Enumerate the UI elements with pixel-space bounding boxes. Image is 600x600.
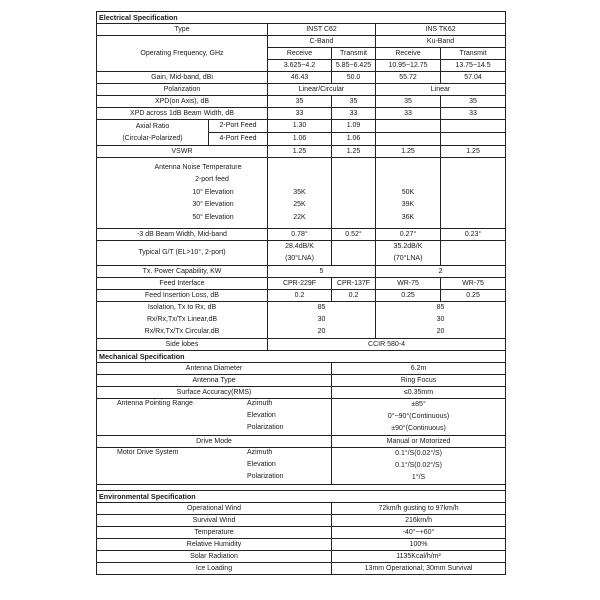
feed-interface-value: CPR-137F xyxy=(332,278,376,290)
pointing-az-value: ±85° xyxy=(411,401,426,408)
electrical-header-row xyxy=(97,12,506,24)
noise-ku-cell xyxy=(376,158,441,229)
env-label: Survival Wind xyxy=(97,515,332,527)
tx-power-row xyxy=(97,266,506,278)
spec-sheet xyxy=(96,11,505,589)
gt-label: Typical G/T (EL>10°, 2-port) xyxy=(97,241,268,266)
iso-label: Isolation, Tx to Rx, dB xyxy=(147,304,217,311)
iso-c-value: 20 xyxy=(317,328,326,335)
isolation-c-cell xyxy=(268,302,376,339)
vswr-row xyxy=(97,146,506,158)
noise-feed: 2-port feed xyxy=(195,176,229,184)
spec-table xyxy=(96,11,506,575)
mechanical-section-title: Mechanical Specification xyxy=(97,351,506,363)
polarization-ku: Linear xyxy=(376,84,506,96)
antenna-type-label: Antenna Type xyxy=(97,375,332,387)
sidelobes-value: CCIR 580-4 xyxy=(268,339,506,351)
feed-interface-value: WR-75 xyxy=(441,278,506,290)
env-row xyxy=(97,515,506,527)
gt-ku-line2: (70°LNA) xyxy=(393,255,423,262)
motor-el-value: 0.1°/S(0.02°/S) xyxy=(395,462,442,469)
iso-lin-label: Rx/Rx,Tx/Tx Linear,dB xyxy=(146,316,218,323)
beam-value: 0.78° xyxy=(268,229,332,241)
freq-c-tx: 5.85~6.425 xyxy=(332,60,376,72)
feed-loss-label: Feed Insertion Loss, dB xyxy=(97,290,268,302)
motor-pol-value: 1°/S xyxy=(411,474,426,481)
noise-el-10: 10° Elevation xyxy=(192,188,234,196)
diameter-row xyxy=(97,363,506,375)
type-ins-tk62: INS TK62 xyxy=(376,24,506,36)
environmental-header-row xyxy=(97,491,506,503)
gain-row xyxy=(97,72,506,84)
iso-ku-value: 30 xyxy=(436,316,445,323)
motor-el-label: Elevation xyxy=(247,461,276,468)
noise-el-50: 50° Elevation xyxy=(192,213,234,221)
env-row xyxy=(97,551,506,563)
axial-empty xyxy=(441,120,506,133)
isolation-ku-cell xyxy=(376,302,506,339)
xpd-1db-value: 33 xyxy=(268,108,332,120)
xpd-axis-value: 35 xyxy=(441,96,506,108)
noise-title: Antenna Noise Temperature xyxy=(154,163,242,171)
gt-c-line1: 28.4dB/K xyxy=(285,243,314,250)
axial-ratio-title: Axial Ratio xyxy=(135,122,170,130)
noise-empty xyxy=(332,158,376,229)
pointing-row xyxy=(97,399,506,436)
env-row xyxy=(97,539,506,551)
sidelobes-row xyxy=(97,339,506,351)
feed-interface-value: CPR-229F xyxy=(268,278,332,290)
feed-interface-row xyxy=(97,278,506,290)
polarization-label: Polarization xyxy=(97,84,268,96)
gt-empty xyxy=(441,241,506,266)
gain-label: Gain, Mid-band, dBi xyxy=(97,72,268,84)
tx-power-label: Tx. Power Capability, KW xyxy=(97,266,268,278)
freq-ku-tx: 13.75~14.5 xyxy=(441,60,506,72)
axial-2port-value: 1.09 xyxy=(332,120,376,133)
freq-c-rx: 3.625~4.2 xyxy=(268,60,332,72)
xpd-axis-value: 35 xyxy=(376,96,441,108)
axial-empty xyxy=(376,120,441,133)
xpd-1db-value: 33 xyxy=(376,108,441,120)
drive-mode-row xyxy=(97,436,506,448)
surface-label: Surface Accuracy(RMS) xyxy=(97,387,332,399)
env-value: 1135Kcal/h/m² xyxy=(332,551,506,563)
mechanical-header-row xyxy=(97,351,506,363)
noise-ku-value: 39K xyxy=(401,201,415,209)
env-value: 100% xyxy=(332,539,506,551)
type-inst-c62: INST C62 xyxy=(268,24,376,36)
pointing-label: Antenna Pointing Range xyxy=(117,400,193,407)
env-value: 216km/h xyxy=(332,515,506,527)
beam-value: 0.23° xyxy=(441,229,506,241)
xpd-1db-value: 33 xyxy=(441,108,506,120)
isolation-row xyxy=(97,302,506,339)
surface-value: ≤0.35mm xyxy=(332,387,506,399)
env-value: -40°~+60° xyxy=(332,527,506,539)
axial-ratio-label xyxy=(97,120,209,146)
gain-value: 57.04 xyxy=(441,72,506,84)
noise-empty xyxy=(441,158,506,229)
port2-label: 2-Port Feed xyxy=(209,120,268,133)
axial-empty xyxy=(441,133,506,146)
pointing-values-cell xyxy=(332,399,506,436)
feed-interface-label: Feed Interface xyxy=(97,278,268,290)
environmental-section-title: Environmental Specification xyxy=(97,491,506,503)
env-row xyxy=(97,527,506,539)
pointing-el-value: 0°~90°(Continuous) xyxy=(387,413,450,420)
type-row xyxy=(97,24,506,36)
type-label: Type xyxy=(97,24,268,36)
iso-circ-label: Rx/Rx,Tx/Tx Circular,dB xyxy=(144,328,220,335)
gt-c-line2: (30°LNA) xyxy=(285,255,314,262)
iso-ku-value: 20 xyxy=(436,328,445,335)
polarization-c: Linear/Circular xyxy=(268,84,376,96)
port4-label: 4-Port Feed xyxy=(209,133,268,146)
pointing-pol-label: Polarization xyxy=(247,424,284,431)
env-value: 72km/h gusting to 97km/h xyxy=(332,503,506,515)
feed-loss-row xyxy=(97,290,506,302)
gt-empty xyxy=(332,241,376,266)
electrical-section-title: Electrical Specification xyxy=(97,12,506,24)
motor-az-label: Azimuth xyxy=(247,449,273,456)
noise-ku-value: 36K xyxy=(401,213,415,221)
xpd-axis-label: XPD(on Axis), dB xyxy=(97,96,268,108)
env-label: Temperature xyxy=(97,527,332,539)
feed-loss-value: 0.25 xyxy=(376,290,441,302)
c-receive-label: Receive xyxy=(268,48,332,60)
vswr-label: VSWR xyxy=(97,146,268,158)
c-transmit-label: Transmit xyxy=(332,48,376,60)
gt-c-cell xyxy=(268,241,332,266)
antenna-type-row xyxy=(97,375,506,387)
drive-mode-label: Drive Mode xyxy=(97,436,332,448)
vswr-value: 1.25 xyxy=(376,146,441,158)
gain-value: 46.43 xyxy=(268,72,332,84)
axial-empty xyxy=(376,133,441,146)
noise-ku-value: 50K xyxy=(401,188,415,196)
env-row xyxy=(97,503,506,515)
xpd-axis-row xyxy=(97,96,506,108)
axial-2port-value: 1.30 xyxy=(268,120,332,133)
axial-4port-value: 1.06 xyxy=(268,133,332,146)
drive-mode-value: Manual or Motorized xyxy=(332,436,506,448)
surface-row xyxy=(97,387,506,399)
gt-ku-cell xyxy=(376,241,441,266)
pointing-az-label: Azimuth xyxy=(247,400,273,407)
vswr-value: 1.25 xyxy=(441,146,506,158)
xpd-axis-value: 35 xyxy=(332,96,376,108)
iso-c-value: 85 xyxy=(317,304,326,311)
vswr-value: 1.25 xyxy=(332,146,376,158)
isolation-label-cell xyxy=(97,302,268,339)
noise-c-value: 25K xyxy=(293,201,306,209)
xpd-1db-label: XPD across 1dB Beam Width, dB xyxy=(97,108,268,120)
beam-value: 0.52° xyxy=(332,229,376,241)
motor-az-value: 0.1°/S(0.02°/S) xyxy=(395,450,442,457)
feed-loss-value: 0.2 xyxy=(268,290,332,302)
ku-band-label: Ku-Band xyxy=(376,36,506,48)
noise-label-cell xyxy=(97,158,268,229)
op-freq-label: Operating Frequency, GHz xyxy=(97,36,268,72)
c-band-label: C-Band xyxy=(268,36,376,48)
env-label: Solar Radiation xyxy=(97,551,332,563)
feed-loss-value: 0.25 xyxy=(441,290,506,302)
ku-receive-label: Receive xyxy=(376,48,441,60)
noise-c-value: 22K xyxy=(293,213,306,221)
beam-row xyxy=(97,229,506,241)
env-label: Relative Humidity xyxy=(97,539,332,551)
tx-power-ku: 2 xyxy=(376,266,506,278)
env-row xyxy=(97,563,506,575)
xpd-1db-value: 33 xyxy=(332,108,376,120)
noise-el-30: 30° Elevation xyxy=(192,201,234,209)
motor-label: Motor Drive System xyxy=(117,449,179,456)
motor-pol-label: Polarization xyxy=(247,473,284,480)
tx-power-c: 5 xyxy=(268,266,376,278)
noise-c-value: 35K xyxy=(293,188,306,196)
feed-loss-value: 0.2 xyxy=(332,290,376,302)
motor-cell xyxy=(97,448,332,485)
sidelobes-label: Side lobes xyxy=(97,339,268,351)
beam-value: 0.27° xyxy=(376,229,441,241)
env-label: Operational Wind xyxy=(97,503,332,515)
xpd-1db-row xyxy=(97,108,506,120)
band-row xyxy=(97,36,506,48)
env-label: Ice Loading xyxy=(97,563,332,575)
iso-c-value: 30 xyxy=(317,316,326,323)
gain-value: 50.0 xyxy=(332,72,376,84)
axial-4port-value: 1.06 xyxy=(332,133,376,146)
axial-2port-row xyxy=(97,120,506,133)
antenna-type-value: Ring Focus xyxy=(332,375,506,387)
gain-value: 55.72 xyxy=(376,72,441,84)
axial-ratio-sub: (Circular-Polarized) xyxy=(122,134,183,142)
diameter-value: 6.2m xyxy=(332,363,506,375)
gt-row xyxy=(97,241,506,266)
noise-row xyxy=(97,158,506,229)
freq-ku-rx: 10.95~12.75 xyxy=(376,60,441,72)
pointing-cell xyxy=(97,399,332,436)
pointing-el-label: Elevation xyxy=(247,412,276,419)
feed-interface-value: WR-75 xyxy=(376,278,441,290)
pointing-pol-value: ±90°(Continuous) xyxy=(391,425,446,432)
vswr-value: 1.25 xyxy=(268,146,332,158)
motor-row xyxy=(97,448,506,485)
env-value: 13mm Operational; 30mm Survival xyxy=(332,563,506,575)
beam-label: -3 dB Beam Width, Mid-band xyxy=(97,229,268,241)
polarization-row xyxy=(97,84,506,96)
xpd-axis-value: 35 xyxy=(268,96,332,108)
ku-transmit-label: Transmit xyxy=(441,48,506,60)
gt-ku-line1: 35.2dB/K xyxy=(393,243,423,250)
noise-c-cell xyxy=(268,158,332,229)
diameter-label: Antenna Diameter xyxy=(97,363,332,375)
iso-ku-value: 85 xyxy=(436,304,445,311)
motor-values-cell xyxy=(332,448,506,485)
